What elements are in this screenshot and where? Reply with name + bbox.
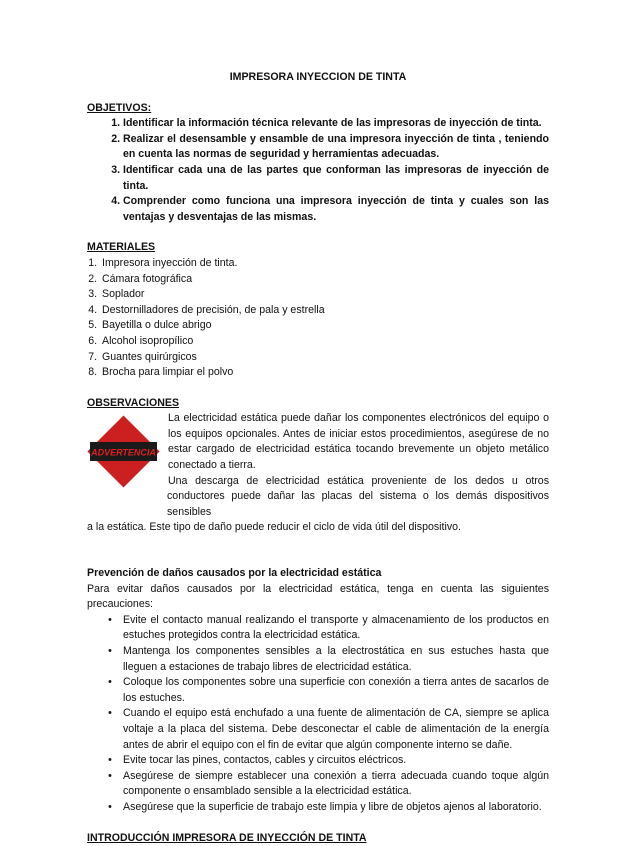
list-item: 1. Identificar la información técnica relevante de las impresoras de inyección de tinta. [123,116,549,132]
list-item: • Evite tocar las pines, contactos, cables y circuitos eléctricos. [123,753,549,769]
bullet-icon: • [108,613,112,626]
list-item: 7. Guantes quirúrgicos [100,350,549,366]
list-item: 1. Impresora inyección de tinta. [100,256,549,272]
list-item: 5. Bayetilla o dulce abrigo [100,318,549,334]
bullet-icon: • [108,645,112,657]
objetivos-list [87,116,549,225]
list-item: 2. Cámara fotográfica [100,272,549,288]
warning-label: ADVERTENCIA [91,447,156,458]
list-item: • Coloque los componentes sobre una superficie con conexión a tierra antes de sacarlos de los estuches. [123,675,549,706]
list-item: 3. Identificar cada una de las partes que conforman las impresoras de inyección de tinta. [123,163,549,194]
list-item: 4. Destornilladores de precisión, de pala y estrella [100,303,549,319]
observaciones-heading: OBSERVACIONES [87,396,180,409]
observaciones-paragraph-2-end: a la estática. Este tipo de daño puede reducir el ciclo de vida útil del dispositivo. [87,521,461,534]
list-item: • Asegúrese que la superficie de trabajo este limpia y libre de objetos ajenos al laboratorio. [123,800,549,816]
document-title: IMPRESORA INYECCION DE TINTA [229,71,407,83]
materiales-heading: MATERIALES [87,241,156,254]
observaciones-paragraph-2: Una descarga de electricidad estática proveniente de los dedos u otros conductores puede dañar las placas del sistema o los demás dispositivos sensibles [167,474,549,518]
list-item: • Cuando el equipo está enchufado a una fuente de alimentación de CA, siempre se aplica voltaje a la placa del sistema. Debe desconectar el cable de alimentación de la energía antes de abrir el equipo con el fin de evitar que algún componente interno se dañe. [123,706,549,753]
warning-sign-icon [87,415,160,488]
list-item: • Mantenga los componentes sensibles a la electrostática en sus estuches hasta que lleguen a estaciones de trabajo libres de electricidad estática. [123,644,549,675]
prevencion-list [87,613,549,816]
bullet-icon: • [108,707,112,720]
list-item: • Evite el contacto manual realizando el transporte y almacenamiento de los productos en estuches protegidos contra la electricidad estática. [123,613,549,644]
bullet-icon: • [108,769,112,782]
objetivos-heading: OBJETIVOS: [87,101,152,114]
introduccion-heading: INTRODUCCIÓN IMPRESORA DE INYECCIÓN DE TINTA [87,831,367,844]
prevencion-intro: Para evitar daños causados por la electricidad estática, tenga en cuenta las siguientes precauciones: [87,582,549,611]
list-item: 2. Realizar el desensamble y ensamble de una impresora inyección de tinta , teniendo en cuenta las normas de seguridad y herramientas adecuadas. [123,132,549,163]
materiales-list [87,256,549,381]
observaciones-paragraph-1: La electricidad estática puede dañar los componentes electrónicos del equipo o los equipos opcionales. Antes de iniciar estos procedimientos, asegúrese de no estar cargado de electricidad estática tocando brevemente un objeto metálico conectado a tierra. [168,412,549,472]
bullet-icon: • [108,754,112,767]
spacer [87,536,549,566]
spacer [87,381,549,396]
spacer [87,225,549,240]
list-item: • Asegúrese de siempre establecer una conexión a tierra adecuada cuando toque algún componente o ensamblado sensible a la electricidad estática. [123,769,549,800]
list-item: 3. Soplador [100,287,549,303]
prevencion-heading: Prevención de daños causados por la electricidad estática [87,567,382,580]
list-item: 8. Brocha para limpiar el polvo [100,365,549,381]
bullet-icon: • [108,676,112,689]
list-item: 4. Comprender como funciona una impresora inyección de tinta y cuales son las ventajas y desventajas de las mismas. [123,194,549,225]
list-item: 6. Alcohol isopropílico [100,334,549,350]
spacer [87,816,549,831]
bullet-icon: • [108,800,112,813]
document-page [87,70,549,846]
observaciones-section [87,411,549,536]
